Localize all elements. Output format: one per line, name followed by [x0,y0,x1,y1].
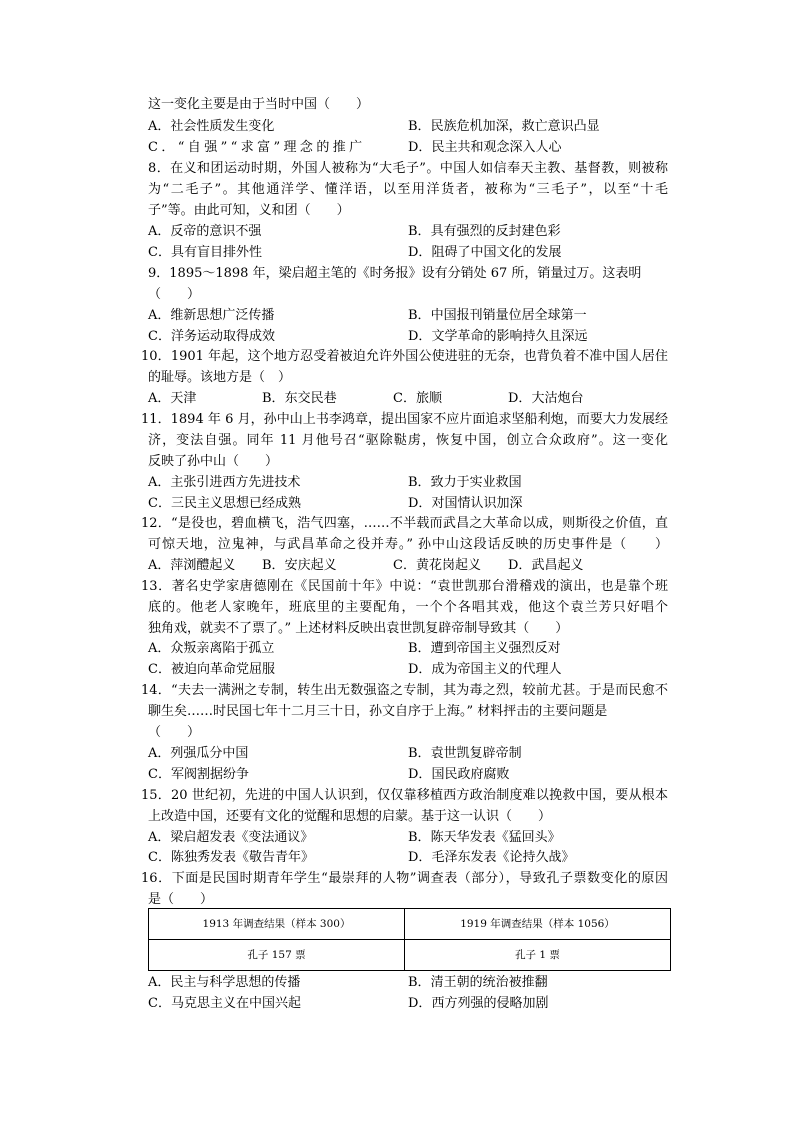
q9-option-b [408,308,587,324]
option-label: C． [148,850,171,865]
q8-stem-line: 为“二毛子”。其他通洋学、懂洋语，以至用洋货者，被称为“三毛子”，以至“十毛 [148,182,668,197]
option-text: 中国报刊销量位居全球第一 [430,308,587,323]
q11-option-c [148,496,301,512]
q12-option-d [508,558,583,574]
q16-stem-line: 16．下面是民国时期青年学生“最崇拜的人物”调查表（部分），导致孔子票数变化的原因 [141,871,668,886]
option-label: C． [148,662,171,677]
option-label: D． [408,496,432,511]
option-text: 民族危机加深，救亡意识凸显 [430,119,600,134]
option-label: C． [148,496,171,511]
option-label: D． [408,329,432,344]
option-text: 维新思想广泛传播 [170,308,275,323]
q9-stem-line: 9．1895～1898 年，梁启超主笔的《时务报》设有分销处 67 所，销量过万。这表明 [148,266,642,281]
option-label: D． [408,662,432,677]
q11-stem-line: 济，变法自强。同年 11 月他号召“驱除鞑虏，恢复中国，创立合众政府”。这一变化 [148,433,668,448]
option-label: B． [408,975,431,990]
option-label: C． [393,391,416,406]
option-text: 军阀割据纷争 [170,767,249,782]
q14-stem-line: 14．“夫去一满洲之专制，转生出无数强盗之专制，其为毒之烈，较前尤甚。于是而民愈不 [141,683,668,698]
option-label: A． [148,308,171,323]
option-label: D． [408,996,432,1011]
q16-option-c [148,996,301,1012]
option-label: D． [408,850,432,865]
q14-stem-line: 聊生矣……时民国七年十二月三十日，孙文自序于上海。” 材料抨击的主要问题是 [148,704,608,719]
q7-option-b [408,119,600,135]
option-text: 黄花岗起义 [415,558,481,573]
option-text: 洋务运动取得成效 [170,329,275,344]
option-text: 清王朝的统治被推翻 [430,975,548,990]
q12-stem-line: 可惊天地，泣鬼神，与武昌革命之役并寿。” 孙中山这段话反映的历史事件是（ ） [148,537,668,552]
option-text: 社会性质发生变化 [170,119,275,134]
option-text: 成为帝国主义的代理人 [431,662,562,677]
option-label: A． [148,119,171,134]
option-label: A． [148,975,171,990]
option-text: 陈天华发表《猛回头》 [430,830,561,845]
q11-stem-line: 反映了孙中山（ ） [148,454,279,469]
option-text: 东交民巷 [284,391,337,406]
q12-option-b [262,558,337,574]
option-label: D． [508,391,532,406]
option-label: D． [408,140,432,155]
option-label: A． [148,391,171,406]
option-label: C． [148,996,171,1011]
table-cell: 孔子 1 票 [405,940,671,971]
option-text: 众叛亲离陷于孤立 [170,641,275,656]
option-label: B． [408,475,431,490]
q9-option-a [148,308,274,324]
option-text: 遭到帝国主义强烈反对 [430,641,561,656]
option-text: 阻碍了中国文化的发展 [431,245,562,260]
option-text: 被迫向革命党屈服 [170,662,275,677]
q13-option-a [148,641,274,657]
q7-option-c [148,140,366,156]
option-text: 民主共和观念深入人心 [431,140,562,155]
q8-option-a [148,224,261,240]
option-text: 主张引进西方先进技术 [170,475,301,490]
q13-option-b [408,641,561,657]
option-text: 致力于实业救国 [430,475,522,490]
option-label: B． [408,308,431,323]
option-label: D． [408,245,432,260]
option-text: 萍浏醴起义 [170,558,236,573]
option-label: A． [148,224,171,239]
option-text: 文学革命的影响持久且深远 [431,329,588,344]
option-text: 具有强烈的反封建色彩 [430,224,561,239]
q15-option-b [408,830,561,846]
option-text: 三民主义思想已经成熟 [170,496,301,511]
q13-stem-line: 底的。他老人家晚年，班底里的主要配角，一个个各唱其戏，他这个袁兰芳只好唱个 [148,600,668,615]
q12-option-a [148,558,235,574]
option-label: C． [148,329,171,344]
q10-option-b [262,391,337,407]
option-label: B． [262,391,285,406]
q15-stem-line: 上改造中国，还要有文化的觉醒和思想的启蒙。基于这一认识（ ） [148,809,552,824]
q9-stem-line: （ ） [148,287,201,302]
option-label: D． [408,767,432,782]
option-label: A． [148,746,171,761]
table-header-cell: 1919 年调查结果（样本 1056） [405,909,671,940]
q9-option-d [408,329,587,345]
q13-stem-line: 独角戏，就卖不了票了。” 上述材料反映出袁世凯复辟帝制导致其（ ） [148,621,569,636]
option-text: 大沽炮台 [531,391,584,406]
q10-option-d [508,391,583,407]
q8-stem-line: 子”等。由此可知，义和团（ ） [148,203,350,218]
option-label: B． [408,830,431,845]
option-label: A． [148,641,171,656]
option-text: 具有盲目排外性 [170,245,262,260]
option-label: C． [393,558,416,573]
option-text: 对国情认识加深 [431,496,523,511]
survey-table [148,908,671,971]
q13-option-c [148,662,275,678]
q10-option-c [393,391,442,407]
q12-option-c [393,558,481,574]
table-header-row [149,909,671,940]
q14-option-b [408,746,522,762]
option-label: C． [148,140,178,155]
q8-option-d [408,245,561,261]
q16-stem-line: 是（ ） [148,892,214,907]
table-row [149,940,671,971]
option-text: 列强瓜分中国 [170,746,249,761]
q15-option-a [148,830,313,846]
q16-option-b [408,975,548,991]
option-label: B． [408,746,431,761]
option-text: 武昌起义 [531,558,584,573]
table-cell: 孔子 157 票 [149,940,405,971]
q11-option-d [408,496,522,512]
option-label: A． [148,475,171,490]
q15-option-d [408,850,574,866]
q11-option-b [408,475,522,491]
option-text: 梁启超发表《变法通议》 [170,830,314,845]
q8-stem-line: 8．在义和团运动时期，外国人被称为“大毛子”。中国人如信奉天主教、基督教，则被称 [148,161,668,176]
q14-option-c [148,767,249,783]
q15-stem-line: 15．20 世纪初，先进的中国人认识到，仅仅靠移植西方政治制度难以挽救中国，要从根本 [141,788,668,803]
option-label: D． [508,558,532,573]
option-text: 西方列强的侵略加剧 [431,996,549,1011]
q7-stem-line: 这一变化主要是由于当时中国（ ） [148,97,370,112]
option-label: B． [408,119,431,134]
q7-option-a [148,119,274,135]
option-text: 民主与科学思想的传播 [170,975,301,990]
q10-stem-line: 10．1901 年起，这个地方忍受着被迫允许外国公使进驻的无奈，也背负着不准中国人居住 [141,349,668,364]
option-label: B． [408,641,431,656]
option-label: C． [148,767,171,782]
option-label: A． [148,830,171,845]
option-text: “自强”“求富”理念的推广 [177,140,366,155]
q9-option-c [148,329,275,345]
option-text: 马克思主义在中国兴起 [170,996,301,1011]
q15-option-c [148,850,314,866]
option-label: B． [408,224,431,239]
q12-stem-line: 12．“是役也，碧血横飞，浩气四塞，……不半载而武昌之大革命以成，则斯役之价值，直 [141,516,668,531]
q10-option-a [148,391,196,407]
q10-stem-line: 的耻辱。该地方是（ ） [148,370,292,385]
option-label: B． [262,558,285,573]
q13-option-d [408,662,561,678]
option-label: C． [148,245,171,260]
q14-option-a [148,746,248,762]
q14-stem-line: （ ） [148,725,201,740]
q11-stem-line: 11．1894 年 6 月，孙中山上书李鸿章，提出国家不应片面追求坚船利炮，而要大力发展经 [141,412,668,427]
q16-option-d [408,996,548,1012]
q11-option-a [148,475,300,491]
option-text: 袁世凯复辟帝制 [430,746,522,761]
option-text: 天津 [170,391,197,406]
option-text: 毛泽东发表《论持久战》 [431,850,575,865]
q16-option-a [148,975,300,991]
option-text: 反帝的意识不强 [170,224,262,239]
option-text: 国民政府腐败 [431,767,510,782]
option-label: A． [148,558,171,573]
table-header-cell: 1913 年调查结果（样本 300） [149,909,405,940]
option-text: 安庆起义 [284,558,337,573]
q14-option-d [408,767,509,783]
option-text: 旅顺 [415,391,442,406]
option-text: 陈独秀发表《敬告青年》 [170,850,314,865]
q8-option-b [408,224,561,240]
q13-stem-line: 13．著名史学家唐德刚在《民国前十年》中说：“袁世凯那台滑稽戏的演出，也是靠个班 [141,579,668,594]
q7-option-d [408,140,561,156]
q8-option-c [148,245,262,261]
